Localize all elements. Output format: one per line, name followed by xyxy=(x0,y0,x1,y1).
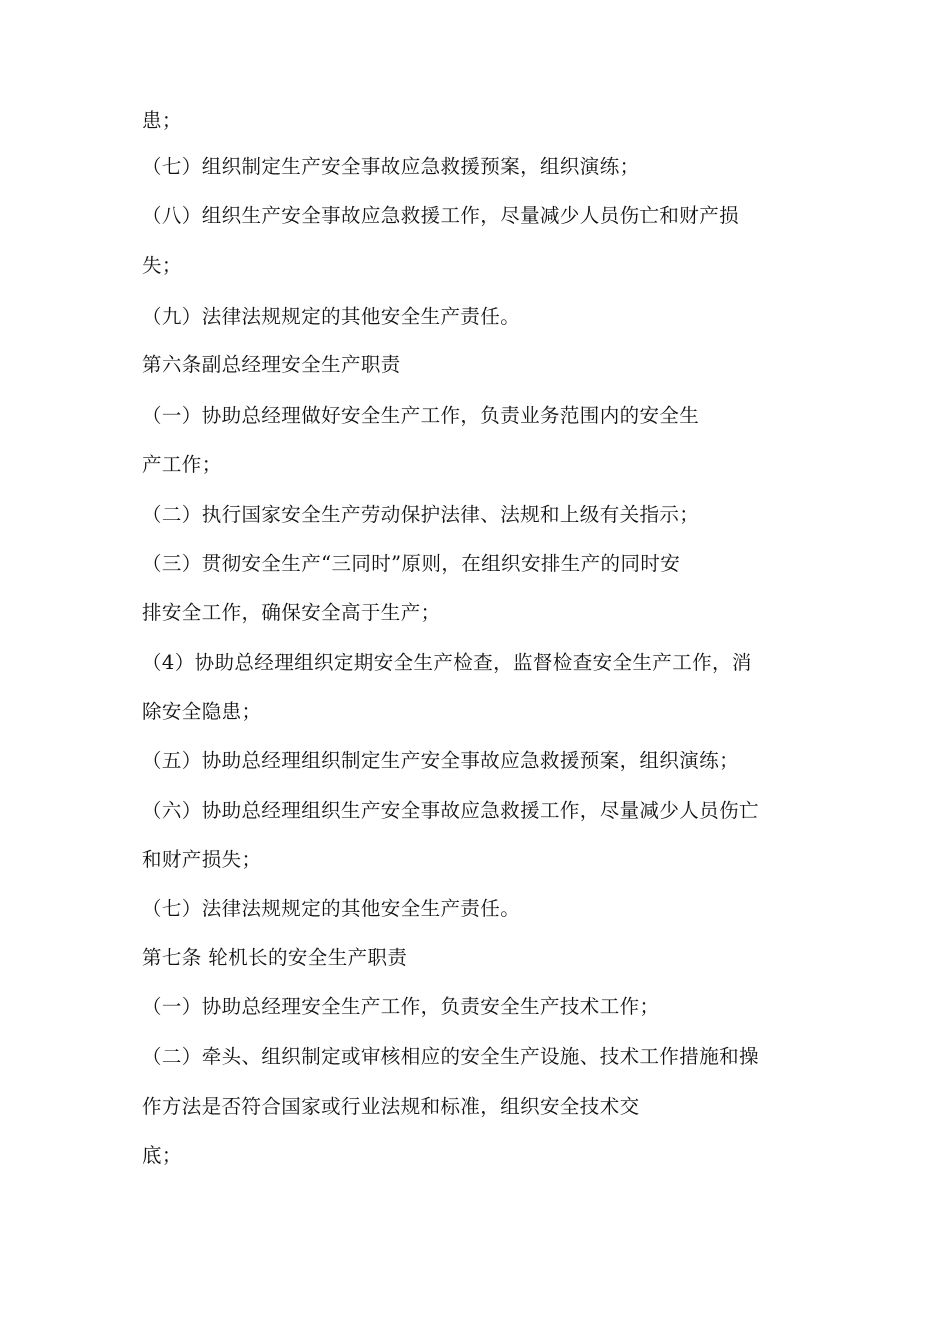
text-line: 患； xyxy=(142,109,182,132)
text-line: （九）法律法规规定的其他安全生产责任。 xyxy=(142,305,521,328)
text-line: （五）协助总经理组织制定生产安全事故应急救援预案，组织演练； xyxy=(142,749,740,772)
text-line: 和财产损失； xyxy=(142,848,262,871)
text-line: （二）牵头、组织制定或审核相应的安全生产设施、技术工作措施和操 xyxy=(142,1045,759,1068)
text-line: （七）组织制定生产安全事故应急救援预案，组织演练； xyxy=(142,155,640,178)
text-line: （二）执行国家安全生产劳动保护法律、法规和上级有关指示； xyxy=(142,503,700,526)
text-line: 产工作； xyxy=(142,453,222,476)
section-heading: 第六条副总经理安全生产职责 xyxy=(142,353,401,376)
text-line: （一）协助总经理做好安全生产工作，负责业务范围内的安全生 xyxy=(142,404,700,427)
text-line: 底； xyxy=(142,1144,182,1167)
text-line: （一）协助总经理安全生产工作，负责安全生产技术工作； xyxy=(142,995,660,1018)
text-line: 失； xyxy=(142,254,182,277)
text-line: （4）协助总经理组织定期安全生产检查，监督检查安全生产工作，消 xyxy=(142,651,752,674)
text-line: （六）协助总经理组织生产安全事故应急救援工作，尽量减少人员伤亡 xyxy=(142,799,759,822)
text-line: （八）组织生产安全事故应急救援工作，尽量减少人员伤亡和财产损 xyxy=(142,204,740,227)
text-line: 除安全隐患； xyxy=(142,700,262,723)
text-line: （三）贯彻安全生产“三同时”原则，在组织安排生产的同时安 xyxy=(142,552,681,575)
text-line: （七）法律法规规定的其他安全生产责任。 xyxy=(142,897,521,920)
text-line: 作方法是否符合国家或行业法规和标准，组织安全技术交 xyxy=(142,1095,640,1118)
section-heading: 第七条 轮机长的安全生产职责 xyxy=(142,946,408,969)
text-line: 排安全工作，确保安全高于生产； xyxy=(142,601,441,624)
